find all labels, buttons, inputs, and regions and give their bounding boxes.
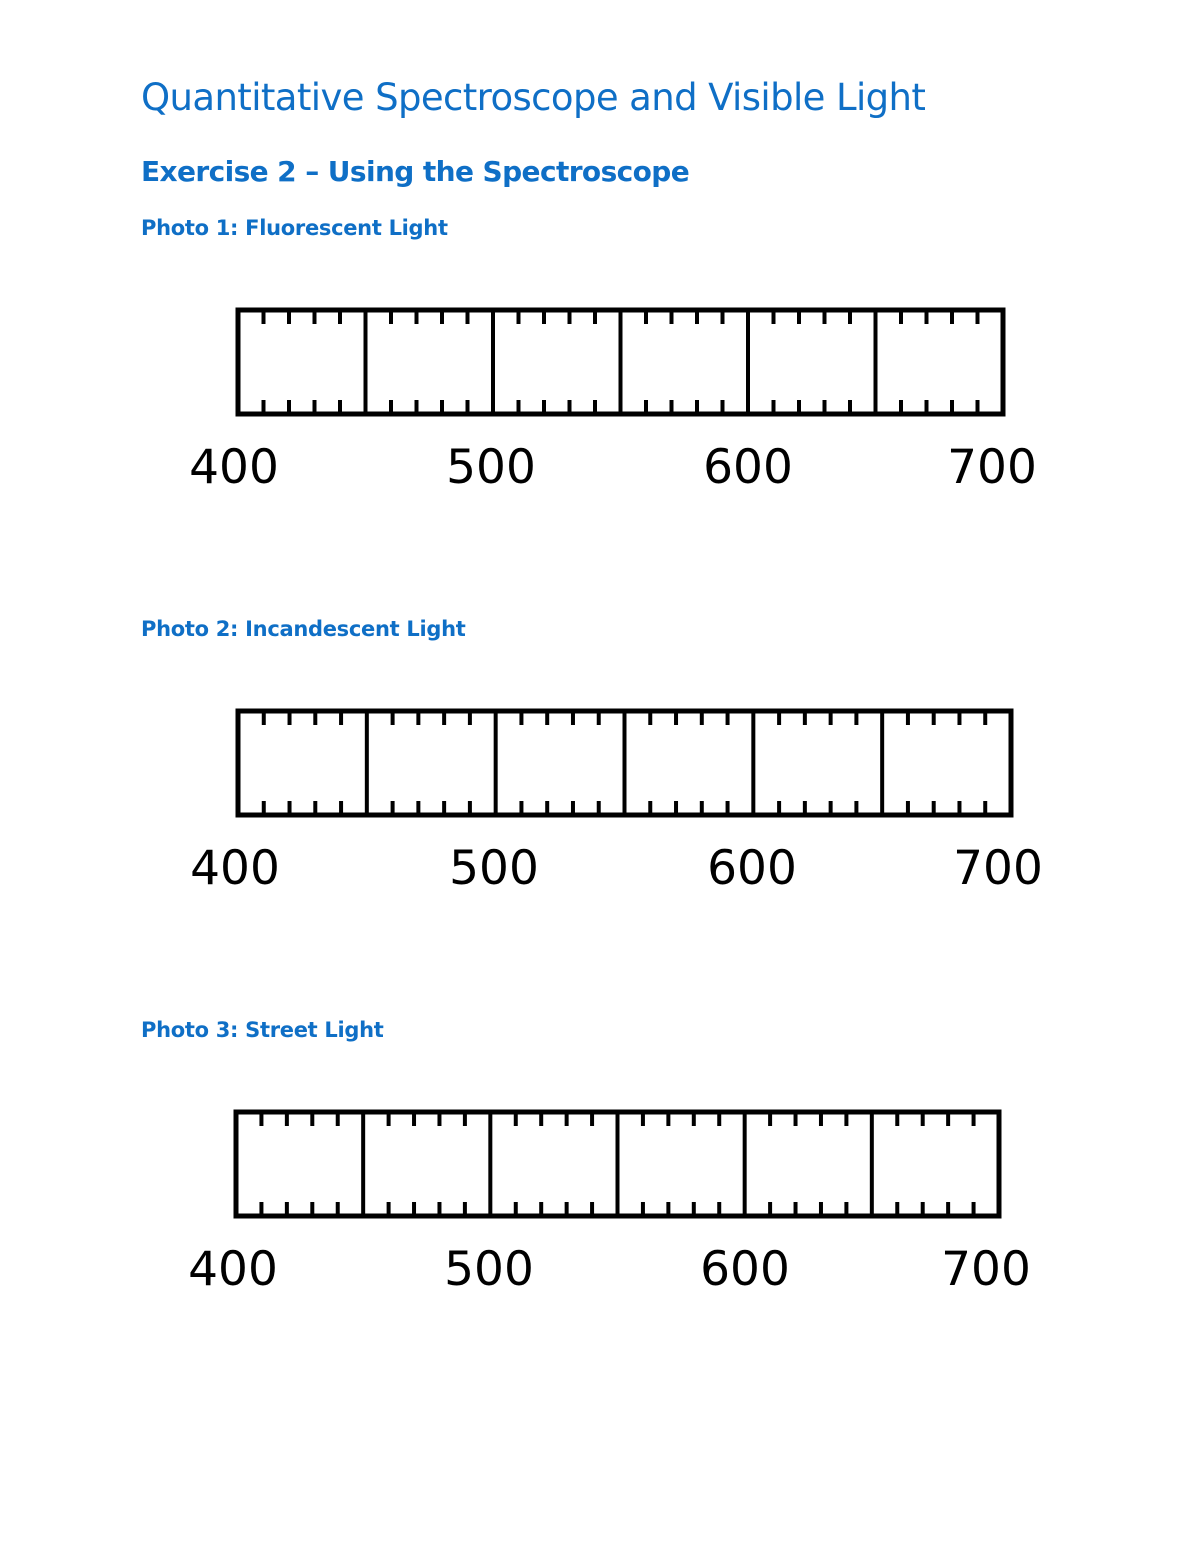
scale-label-500: 500	[444, 1242, 534, 1297]
photo-3-wavelength-scale	[0, 1102, 1200, 1302]
scale-label-400: 400	[188, 1242, 278, 1297]
scale-label-700: 700	[953, 841, 1043, 896]
photo-1-wavelength-scale	[0, 300, 1200, 500]
exercise-heading: Exercise 2 – Using the Spectroscope	[141, 155, 690, 188]
scale-label-600: 600	[700, 1242, 790, 1297]
scale-label-600: 600	[707, 841, 797, 896]
scale-frame	[238, 711, 1011, 815]
scale-label-600: 600	[703, 440, 793, 495]
scale-label-400: 400	[189, 440, 279, 495]
scale-label-700: 700	[941, 1242, 1031, 1297]
photo-2-label: Photo 2: Incandescent Light	[141, 617, 466, 641]
page-title: Quantitative Spectroscope and Visible Light	[141, 76, 926, 119]
scale-frame	[236, 1112, 999, 1216]
scale-label-500: 500	[446, 440, 536, 495]
scale-frame	[238, 310, 1003, 414]
scale-label-400: 400	[190, 841, 280, 896]
photo-2-wavelength-scale	[0, 701, 1200, 901]
scale-label-700: 700	[947, 440, 1037, 495]
photo-3-label: Photo 3: Street Light	[141, 1018, 384, 1042]
photo-1-label: Photo 1: Fluorescent Light	[141, 216, 448, 240]
scale-label-500: 500	[449, 841, 539, 896]
